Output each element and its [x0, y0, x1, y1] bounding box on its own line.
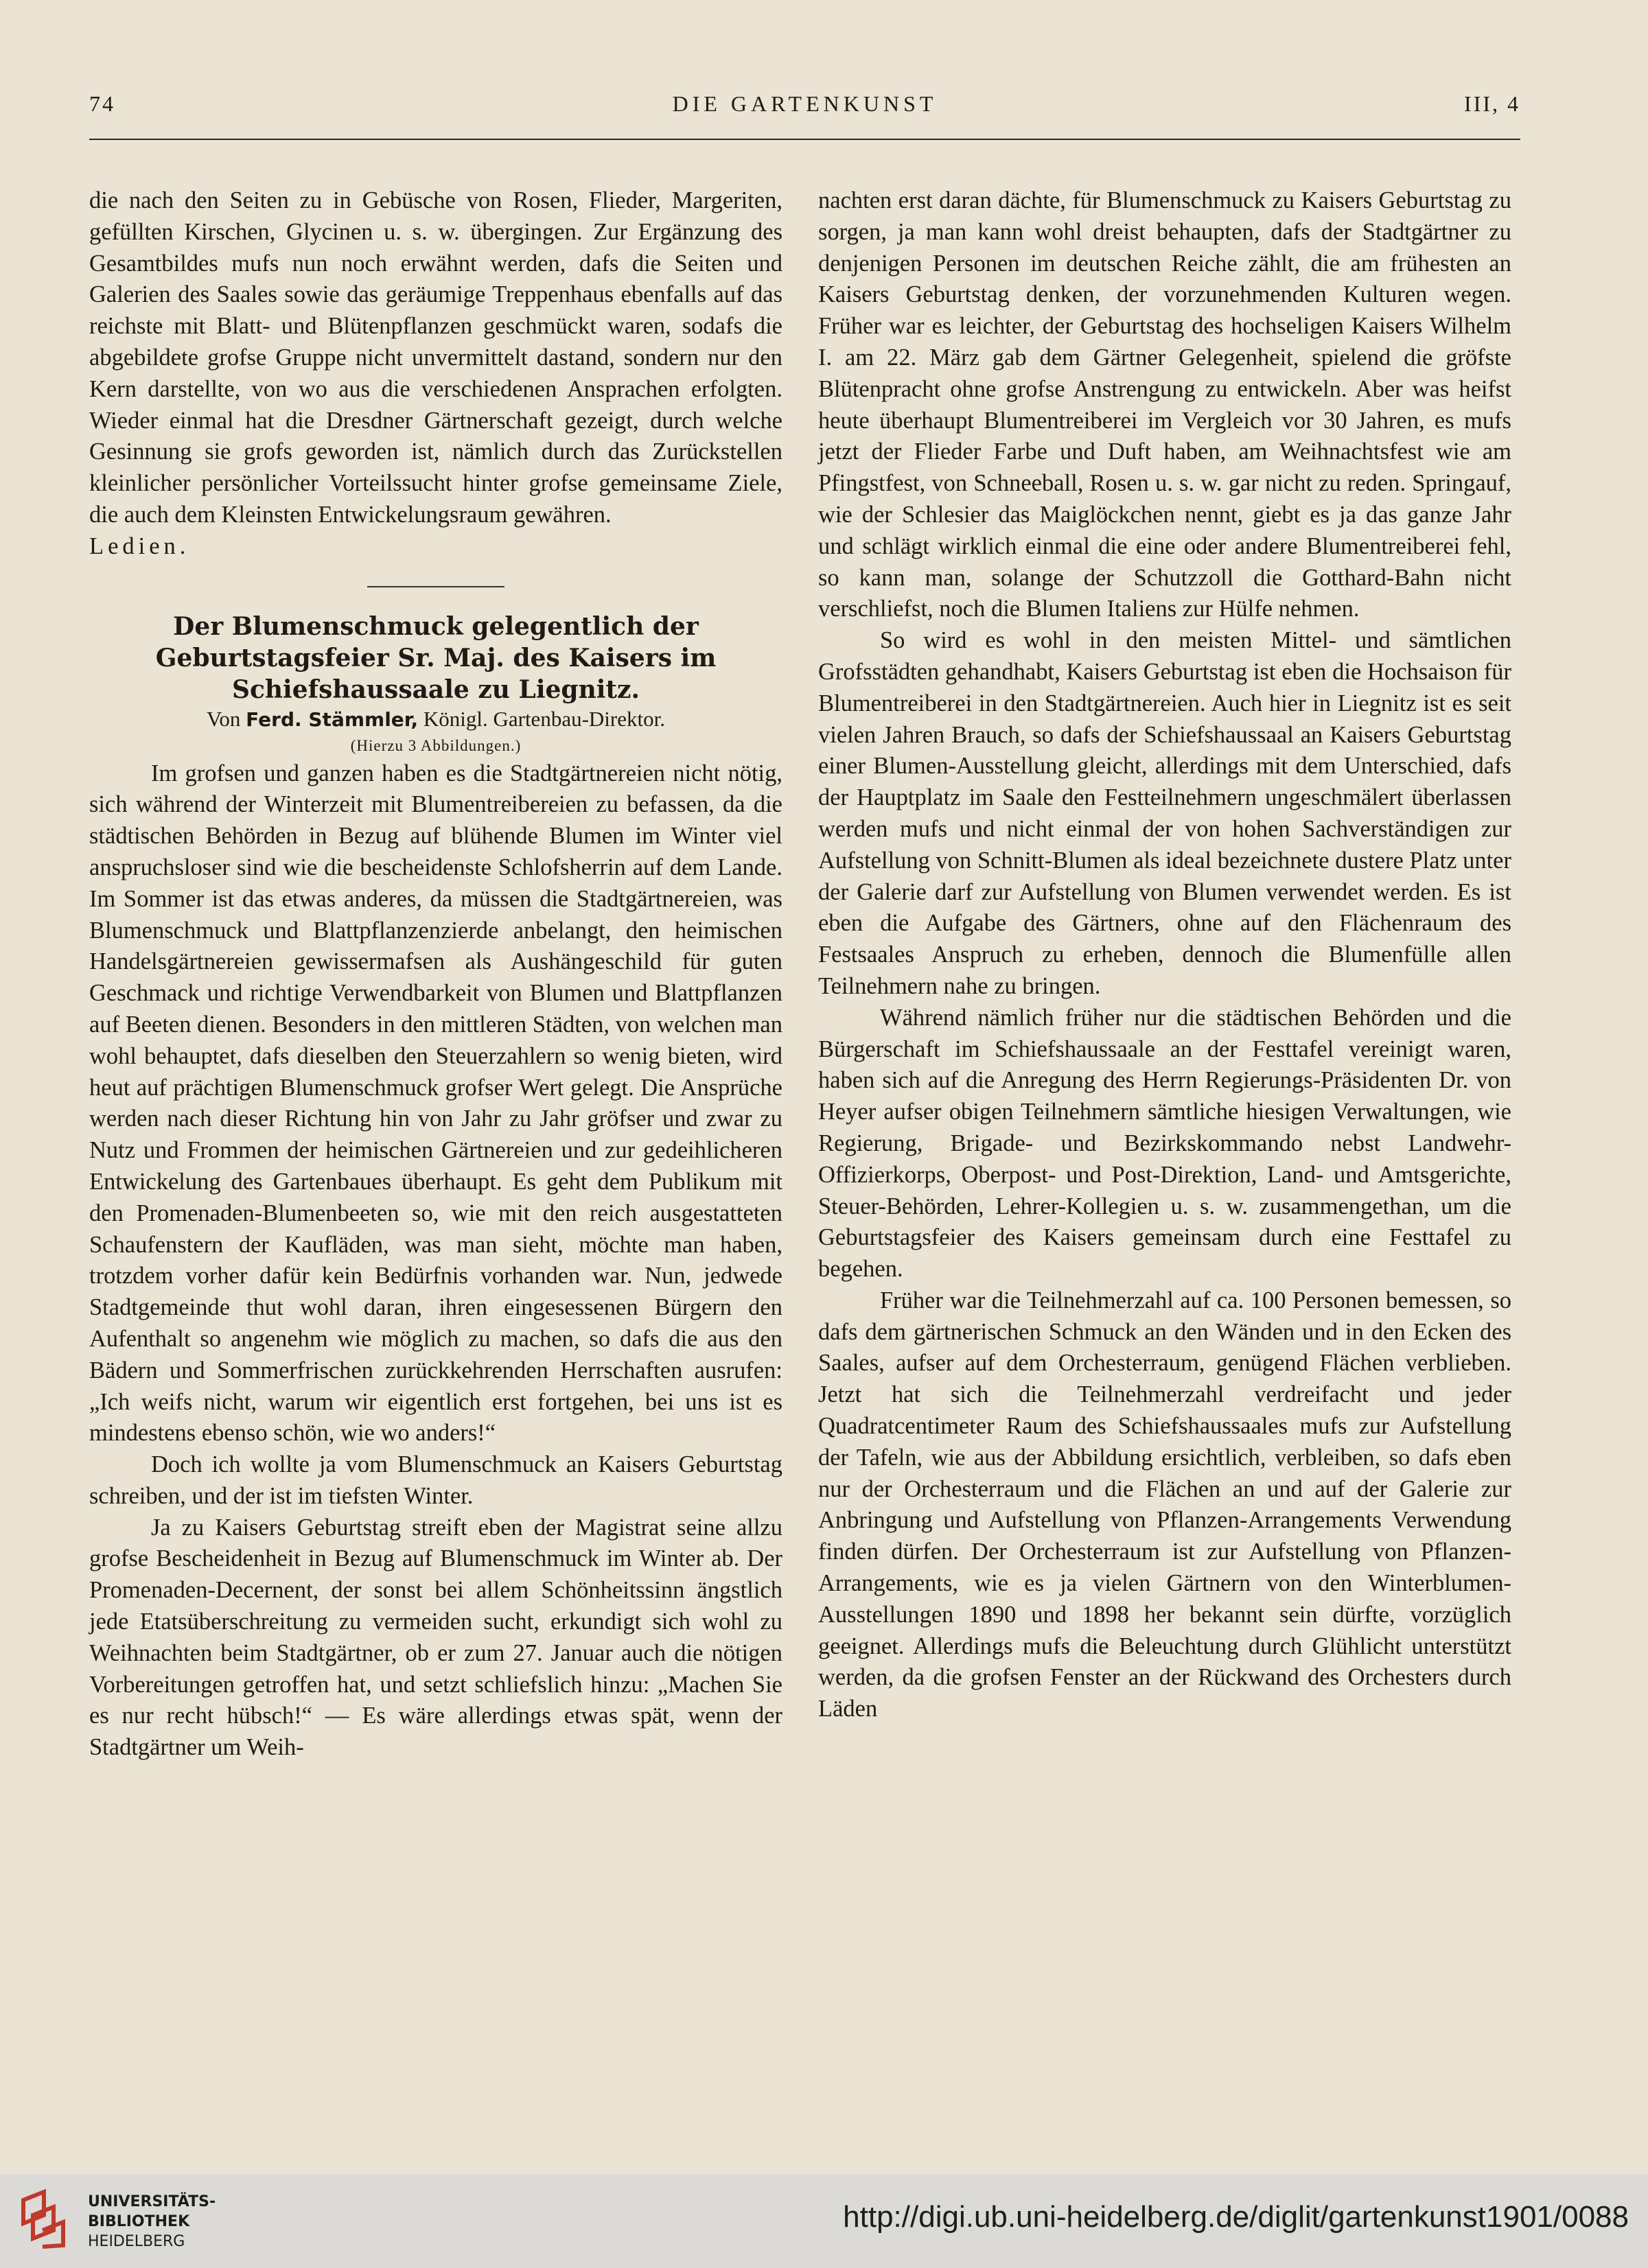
left-column	[89, 185, 782, 1764]
footer-bar	[0, 2174, 1648, 2268]
library-name: UNIVERSITÄTS- BIBLIOTHEK HEIDELBERG	[88, 2193, 216, 2250]
paragraph: nachten erst daran dächte, für Blumenschmuck zu Kaisers Geburtstag zu sorgen, ja man kann wohl dreist behaupten, dafs der Stadtgärtner zu denjenigen Personen im deutschen Reiche zählt, die am frühesten an Kaisers Geburtstag denken, der vorzunehmenden Kulturen wegen. Früher war es leichter, der Geburtstag des hochseligen Kaisers Wilhelm I. am 22. März gab dem Gärtner Gelegenheit, spielend die gröfste Blütenpracht ohne grofse Anstrengung zu entwickeln. Aber was heifst heute überhaupt Blumentreiberei im Vergleich vor 30 Jahren, es mufs jetzt der Flieder Farbe und Duft haben, am Weihnachtsfest wie am Pfingstfest, von Schneeball, Rosen u. s. w. gar nicht zu reden. Springauf, wie der Schlesier das Maiglöckchen nennt, giebt es ja das ganze Jahr und schlägt wirklich einmal die eine oder andere Blumentreiberei fehl, so kann man, solange der Schutzzoll die Gotthard-Bahn nicht verschliefst, noch die Blumen Italiens zur Hülfe nehmen.	[818, 187, 1511, 622]
paragraph: So wird es wohl in den meisten Mittel- und sämtlichen Grofsstädten gehandhabt, Kaisers Geburtstag ist eben die Hochsaison für Blumentreiberei in den Stadtgärtnereien. Auch hier in Liegnitz ist es seit vielen Jahren Brauch, so dafs der Schiefshaussaal an Kaisers Geburtstag einer Blumen-Ausstellung gleicht, allerdings mit dem Unterschied, dafs der Hauptplatz im Saale den Festteilnehmern ungeschmälert überlassen werden mufs und nicht einmal der von hohen Sachverständigen zur Aufstellung von Schnitt-Blumen als ideal bezeichnete dustere Platz unter der Galerie darf zur Aufstellung von Blumen verwendet werden. Es ist eben die Aufgabe des Gärtners, ohne auf den Flächenraum des Festsaales Anspruch zu erheben, dennoch die Blumenfülle allen Teilnehmern nahe zu bringen.	[818, 627, 1511, 999]
paragraph: Früher war die Teilnehmerzahl auf ca. 100 Personen bemessen, so dafs dem gärtnerischen Schmuck an den Wänden und in den Ecken des Saales, aufser auf dem Orchesterraum, genügend Flächen verblieben. Jetzt hat sich die Teilnehmerzahl verdreifacht und jeder Quadratcentimeter Raum des Schiefshaussaales mufs zur Aufstellung der Tafeln, wie aus der Abbildung ersichtlich, verbleiben, so dafs eben nur der Orchesterraum und die Flächen an und auf der Galerie zur Anbringung und Aufstellung von Pflanzen-Arrangements Verwendung finden dürfen. Der Orchesterraum ist zur Aufstellung von Pflanzen-Arrangements, wie es ja vielen Gärtnern von den Winterblumen-Ausstellungen 1890 und 1898 her bekannt sein dürfte, vorzüglich geeignet. Allerdings mufs die Beleuchtung durch Glühlicht unterstützt werden, da die grofsen Fenster an der Rückwand des Orchesters durch Läden	[818, 1287, 1511, 1722]
paragraph: Im grofsen und ganzen haben es die Stadtgärtnereien nicht nötig, sich während der Winterzeit mit Blumentreibereien zu befassen, da die städtischen Behörden in Bezug auf blühende Blumen im Winter viel anspruchsloser sind wie die bescheidenste Schlofsherrin auf dem Lande. Im Sommer ist das etwas anderes, da müssen die Stadtgärtnereien, was Blumenschmuck und Blattpflanzenzierde anbelangt, den heimischen Handelsgärtnereien gewissermafsen als Aushängeschild für guten Geschmack und richtige Verwendbarkeit von Blumen und Blattpflanzen auf Beeten dienen. Besonders in den mittleren Städten, von welchen man wohl behauptet, dafs dieselben den Steuerzahlern so wenig bieten, wird heut auf prächtigen Blumenschmuck grofser Wert gelegt. Die Ansprüche werden nach dieser Richtung hin von Jahr zu Jahr gröfser und zwar zu Nutz und Frommen der heimischen Gärtnereien und zur gedeihlicheren Entwickelung des Gartenbaues überhaupt. Es geht dem Publikum mit den Promenaden-Blumenbeeten so, wie mit den reich ausgestatteten Schaufenstern der Kaufläden, was man sieht, möchte man haben, trotzdem vorher dafür kein Bedürfnis vorhanden war. Nun, jedwede Stadtgemeinde thut wohl daran, ihren eingesessenen Bürgern den Aufenthalt so angenehm wie möglich zu machen, so dafs die aus den Bädern und Sommerfrischen zurückkehrenden Herrschaften ausrufen: „Ich weifs nicht, warum wir eigentlich erst fortgehen, bei uns ist es mindestens ebenso schön, wie wo anders!“	[89, 760, 782, 1447]
journal-title: DIE GARTENKUNST	[672, 91, 938, 116]
byline: Von Ferd. Stämmler, Königl. Gartenbau-Direktor.	[207, 706, 665, 731]
paragraph: Doch ich wollte ja vom Blumenschmuck an Kaisers Geburtstag schreiben, und der ist im tiefsten Winter.	[89, 1451, 782, 1509]
figure-note: (Hierzu 3 Abbildungen.)	[350, 736, 522, 754]
author-name: Ferd. Stämmler,	[246, 708, 419, 731]
signature: Ledien.	[89, 533, 190, 559]
running-header	[89, 91, 1520, 121]
article-title: Der Blumenschmuck gelegentlich der Geburtstagsfeier Sr. Maj. des Kaisers im Schiefshaussaale zu Liegnitz.	[155, 611, 717, 704]
page-number: 74	[89, 91, 115, 116]
issue-number: III, 4	[1464, 91, 1520, 116]
right-column	[818, 185, 1511, 1725]
paragraph: Ja zu Kaisers Geburtstag streift eben der Magistrat seine allzu grofse Bescheidenheit in Bezug auf Blumenschmuck im Winter ab. Der Promenaden-Decernent, der sonst bei allem Schönheitssinn ängstlich jede Etatsüberschreitung zu vermeiden sucht, erkundigt sich wohl zu Weihnachten beim Stadtgärtner, ob er zum 27. Januar auch die nötigen Vorbereitungen getroffen hat, und setzt schliefslich hinzu: „Machen Sie es nur recht hübsch!“ — Es wäre allerdings etwas spät, wenn der Stadtgärtner um Weih-	[89, 1514, 782, 1761]
paragraph: Während nämlich früher nur die städtischen Behörden und die Bürgerschaft im Schiefshaussaale an der Festtafel vereinigt waren, haben sich auf die Anregung des Herrn Regierungs-Präsidenten Dr. von Heyer aufser obigen Teilnehmern sämtliche hiesigen Verwaltungen, wie Regierung, Brigade- und Bezirkskommando nebst Landwehr-Offizierkorps, Oberpost- und Post-Direktion, Land- und Amtsgerichte, Steuer-Behörden, Lehrer-Kollegien u. s. w. zusammengethan, um die Geburtstagsfeier des Kaisers gemeinsam durch eine Festtafel zu begehen.	[818, 1004, 1511, 1283]
source-url-link[interactable]: http://digi.ub.uni-heidelberg.de/diglit/gartenkunst1901/0088	[843, 2200, 1629, 2234]
heidelberg-library-logo-icon	[16, 2188, 71, 2251]
header-rule	[89, 139, 1520, 140]
paragraph: die nach den Seiten zu in Gebüsche von Rosen, Flieder, Margeriten, gefüllten Kirschen, Glycinen u. s. w. übergingen. Zur Ergänzung des Gesamtbildes mufs nun noch erwähnt werden, dafs die Seiten und Galerien des Saales sowie das geräumige Treppenhaus ebenfalls auf das reichste mit Blatt- und Blütenpflanzen geschmückt waren, sodafs die abgebildete grofse Gruppe nicht unvermittelt dastand, sondern nur den Kern darstellte, von wo aus die verschiedenen Ansprachen erfolgten. Wieder einmal hat die Dresdner Gärtnerschaft gezeigt, durch welche Gesinnung sie grofs geworden ist, nämlich durch das Zurückstellen kleinlicher persönlicher Vorteilssucht hinter grofse gemeinsame Ziele, die auch dem Kleinsten Entwickelungsraum gewähren.	[89, 187, 782, 528]
section-divider	[367, 586, 504, 587]
